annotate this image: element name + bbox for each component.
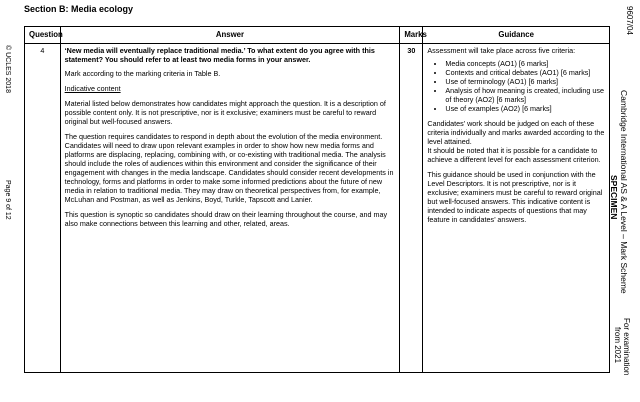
marks-value: 30	[400, 43, 423, 372]
header-marks: Marks	[400, 27, 423, 44]
list-item: • Analysis of how meaning is created, including use of theory (AO2) [6 marks]	[445, 86, 605, 104]
document-title: Cambridge International AS & A Level – Mark Scheme	[619, 90, 629, 294]
header-answer: Answer	[60, 27, 400, 44]
section-title: Section B: Media ecology	[24, 4, 134, 14]
guidance-paragraph-4: This guidance should be used in conjunction with the Level Descriptors. It is not prescriptive, nor is it exclusive; examiners must be careful to reward original but well-focused answers. This indicative content is intended to indicate aspects of questions that may feature in candidates’ answers.	[427, 169, 603, 224]
answer-paragraph-3: This question is synoptic so candidates should draw on their learning throughout the course, and may also make connections between this learning and other, related, areas.	[64, 209, 388, 228]
answer-paragraph-2: The question requires candidates to respond in depth about the evolution of the media environment. Candidates will need to draw upon relevant examples in order to show how new media forms and platforms are displacing, replacing, combining with, or co-existing with traditional media. The analysis should include the roles of audiences within this environment and consider the significance of their engagement with changes in the media landscape. Candidates should consider recent developments in technology, forms and platforms in order to make some informed predictions about the future of new media in relation to traditional media. They may draw on theoretical perspectives from, for example, McLuhan and Postman, as well as Jenkins, Boyd, Turkle, Tapscott and Lanier.	[64, 131, 394, 204]
table-row	[25, 43, 610, 372]
header-guidance: Guidance	[423, 27, 610, 44]
list-item: • Use of examples (AO2) [6 marks]	[445, 104, 605, 113]
header-row	[25, 27, 610, 44]
question-number: 4	[25, 43, 61, 372]
copyright-text: © UCLES 2018	[4, 45, 11, 93]
marking-note: Mark according to the marking criteria in Table B.	[64, 68, 221, 78]
answer-paragraph-1: Material listed below demonstrates how candidates might approach the question. It is a description of possible content only. It is not prescriptive, nor is it exclusive; examiners must be careful to reward original but well-focused answers.	[64, 98, 386, 126]
guidance-paragraph-2: Candidates’ work should be judged on each of these criteria individually and marks awarded according to the level attained.	[427, 118, 605, 146]
list-item: • Contexts and critical debates (AO1) [6 marks]	[445, 68, 605, 77]
header-question: Question	[25, 27, 61, 44]
exam-line-1: For examination	[622, 318, 631, 376]
indicative-heading: Indicative content	[64, 83, 121, 93]
specimen-label: SPECIMEN	[609, 175, 619, 220]
list-item: • Use of terminology (AO1) [6 marks]	[445, 77, 605, 86]
page-number: Page 9 of 12	[4, 180, 11, 220]
guidance-paragraph-3: It should be noted that it is possible for a candidate to achieve a different level for each assessment criterion.	[427, 145, 601, 164]
guidance-cell	[423, 43, 610, 372]
answer-cell	[60, 43, 400, 372]
question-text: ‘New media will eventually replace traditional media.’ To what extent do you agree with this statement? You should refer to at least two media forms in your answer.	[64, 45, 375, 64]
criteria-list	[427, 59, 605, 113]
syllabus-code: 9607/04	[625, 6, 634, 35]
mark-scheme-table	[24, 26, 610, 373]
list-item: • Media concepts (AO1) [6 marks]	[445, 59, 605, 68]
guidance-intro: Assessment will take place across five criteria:	[427, 45, 576, 55]
exam-line-2: from 2021	[613, 327, 622, 364]
